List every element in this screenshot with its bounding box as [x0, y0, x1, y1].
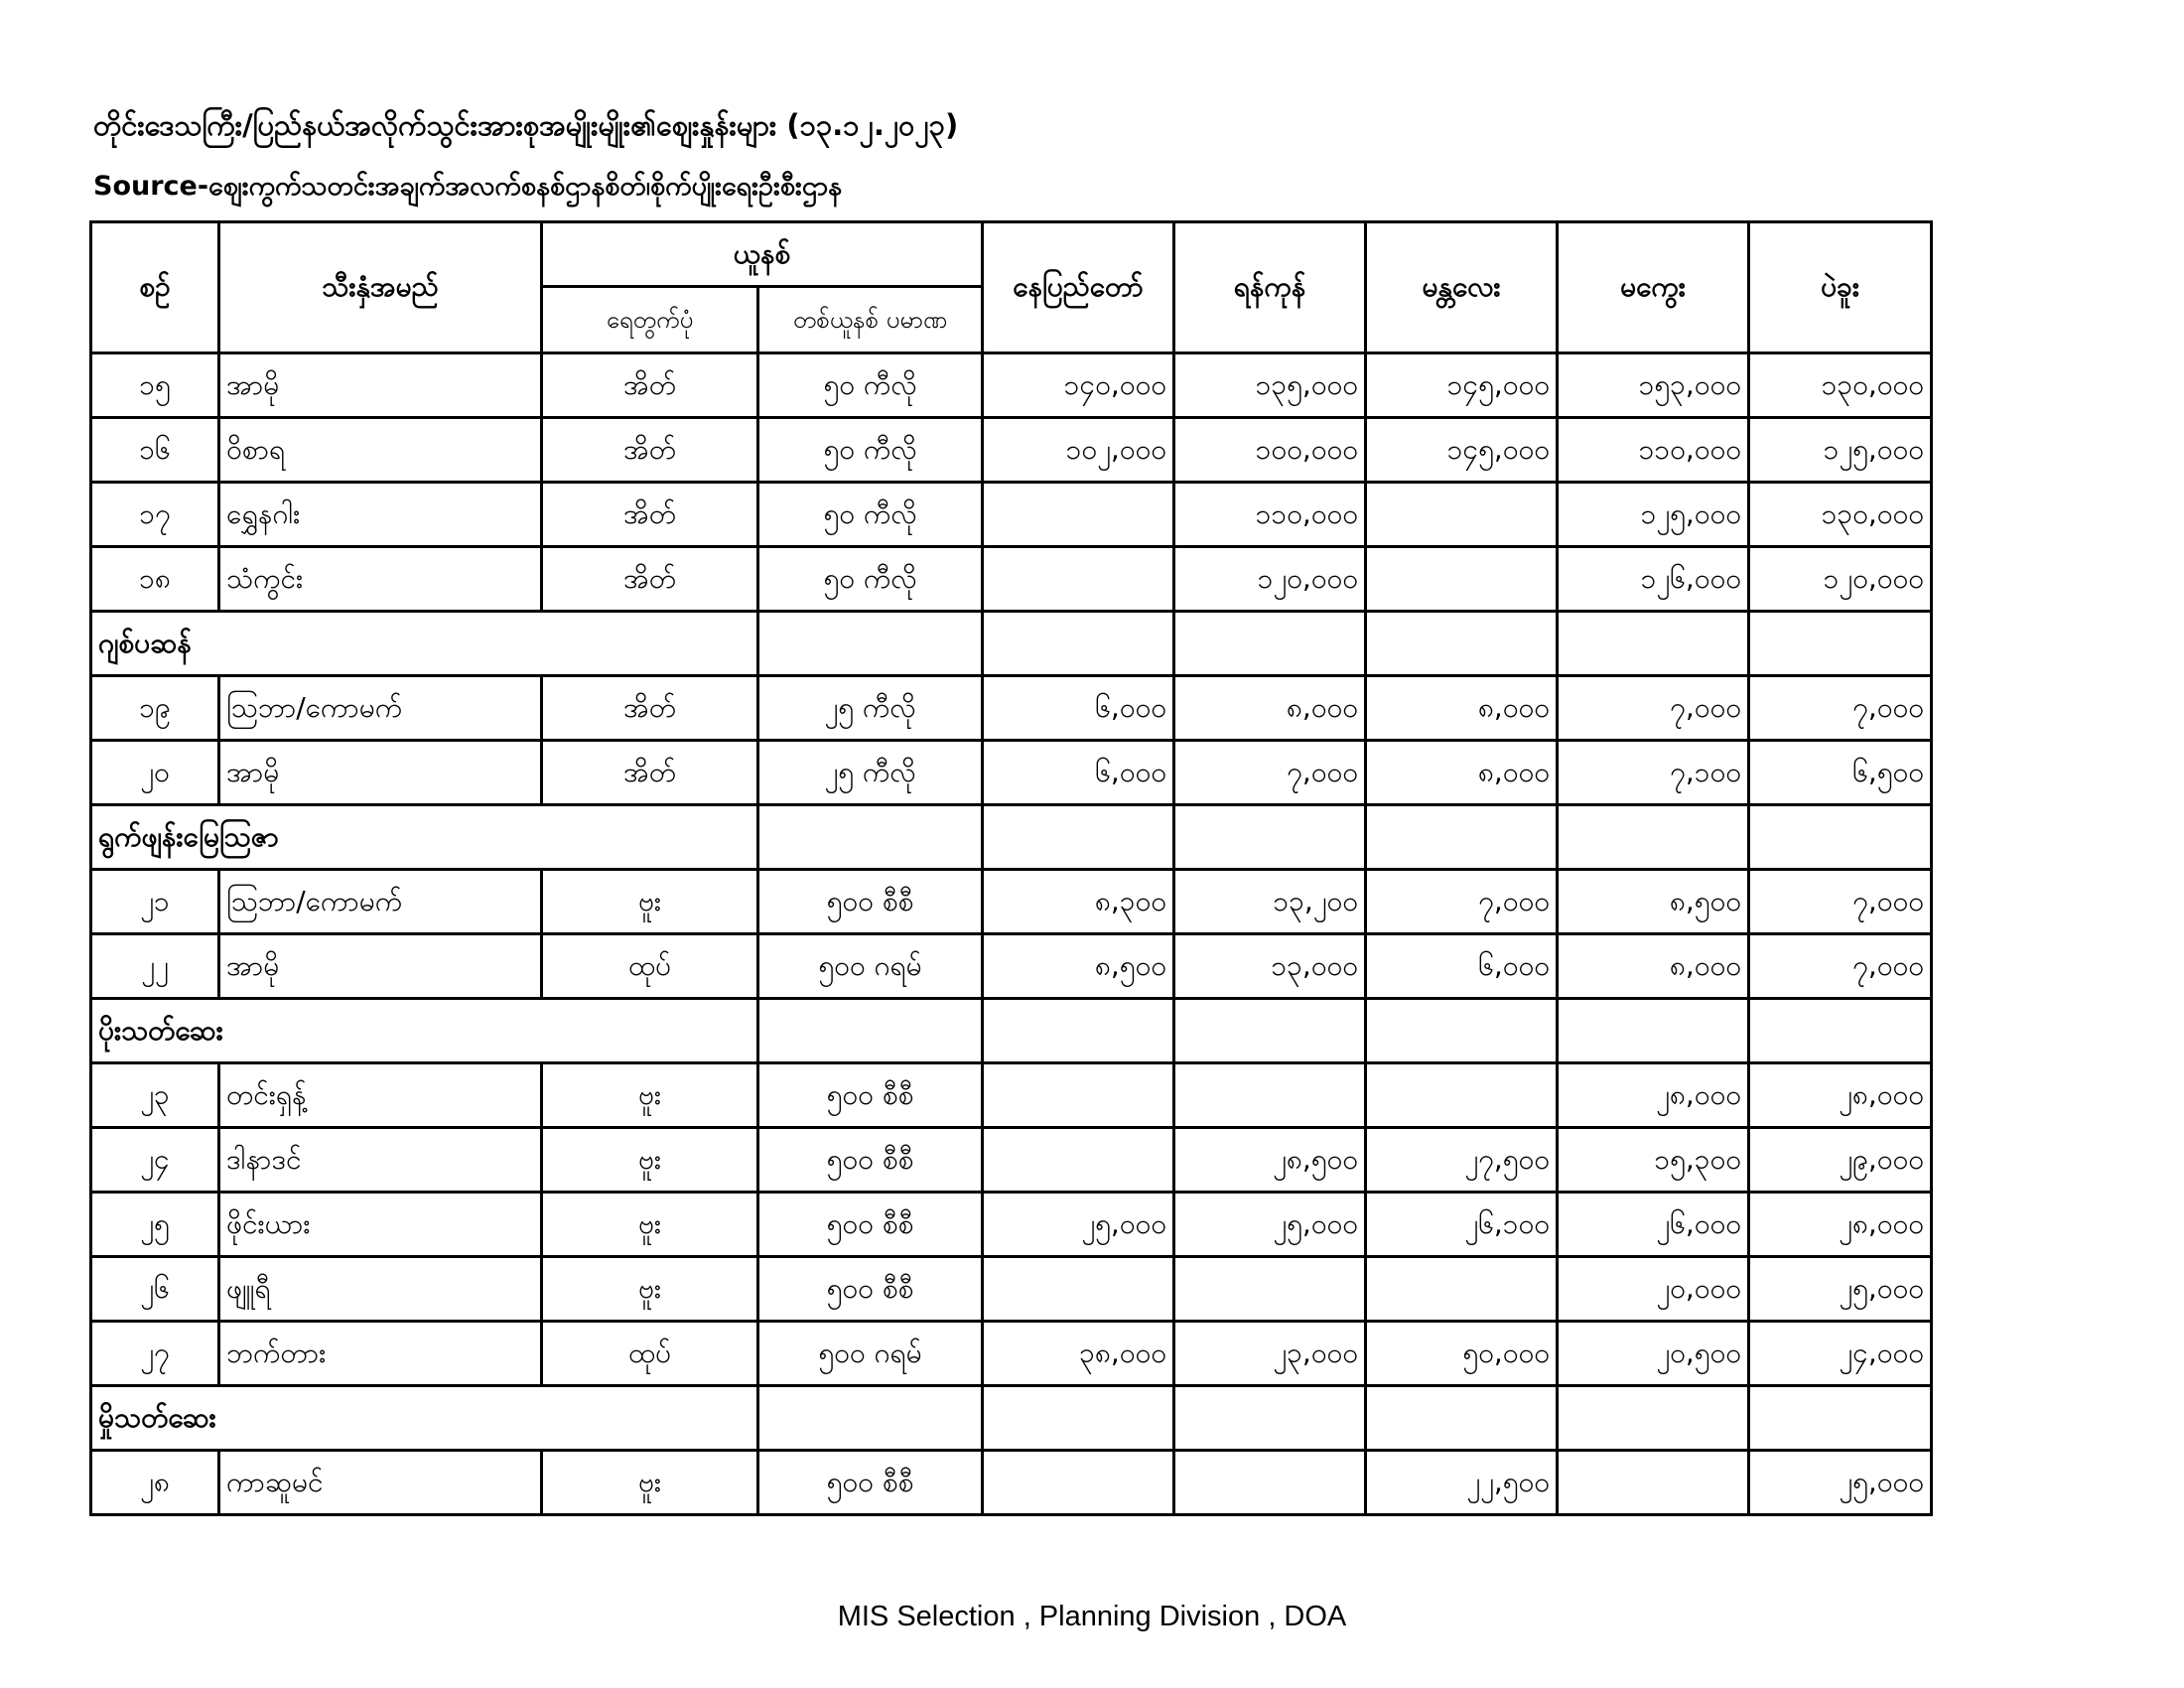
price-magway: ၁၂၆,၀၀၀ [1558, 547, 1749, 612]
row-number: ၁၇ [91, 483, 219, 547]
price-naypyitaw [983, 547, 1174, 612]
row-number: ၂၂ [91, 934, 219, 999]
category-row [91, 1386, 1932, 1451]
page-title: တိုင်းဒေသကြီး/ပြည်နယ်အလိုက်သွင်းအားစုအမျိုးမျိုး၏ဈေးနှုန်းများ (၁၃.၁၂.၂၀၂၃) [93, 108, 959, 142]
table-row [91, 934, 1932, 999]
price-mandalay: ၈,၀၀၀ [1366, 741, 1558, 805]
empty-cell [1366, 1386, 1558, 1451]
price-bago: ၂၄,၀၀၀ [1749, 1322, 1932, 1386]
empty-cell [1749, 805, 1932, 870]
count-method: အိတ် [542, 676, 758, 741]
unit-quantity: ၅၀၀ စီစီ [758, 870, 983, 934]
category-row [91, 999, 1932, 1063]
table-row [91, 483, 1932, 547]
table-row [91, 1451, 1932, 1515]
price-bago: ၆,၅၀၀ [1749, 741, 1932, 805]
price-naypyitaw: ၈,၃၀၀ [983, 870, 1174, 934]
col-header-no: စဉ် [91, 222, 219, 353]
price-yangon: ၂၅,၀၀၀ [1174, 1193, 1366, 1257]
price-bago: ၇,၀၀၀ [1749, 870, 1932, 934]
price-yangon: ၂၃,၀၀၀ [1174, 1322, 1366, 1386]
empty-cell [1174, 805, 1366, 870]
price-yangon: ၁၁၀,၀၀၀ [1174, 483, 1366, 547]
product-name: အာမို [219, 934, 542, 999]
empty-cell [758, 805, 983, 870]
price-naypyitaw [983, 1128, 1174, 1193]
price-table [89, 220, 1933, 1516]
price-magway: ၁၁၀,၀၀၀ [1558, 418, 1749, 483]
empty-cell [983, 1386, 1174, 1451]
price-mandalay [1366, 547, 1558, 612]
price-naypyitaw: ၁၄၀,၀၀၀ [983, 353, 1174, 418]
price-mandalay: ၇,၀၀၀ [1366, 870, 1558, 934]
price-yangon: ၈,၀၀၀ [1174, 676, 1366, 741]
table-row [91, 1063, 1932, 1128]
price-magway: ၁၅၃,၀၀၀ [1558, 353, 1749, 418]
row-number: ၁၅ [91, 353, 219, 418]
price-magway: ၈,၀၀၀ [1558, 934, 1749, 999]
count-method: ထုပ် [542, 1322, 758, 1386]
table-body [91, 353, 1932, 1515]
col-header-naypyitaw: နေပြည်တော် [983, 222, 1174, 353]
unit-quantity: ၂၅ ကီလို [758, 741, 983, 805]
empty-cell [1174, 999, 1366, 1063]
category-label: ရွက်ဖျန်းမြေသြဇာ [91, 805, 758, 870]
count-method: ဗူး [542, 1128, 758, 1193]
price-bago: ၇,၀၀၀ [1749, 676, 1932, 741]
unit-quantity: ၅၀၀ ဂရမ် [758, 934, 983, 999]
product-name: အာမို [219, 353, 542, 418]
unit-quantity: ၅၀၀ စီစီ [758, 1128, 983, 1193]
source-note: Source-ဈေးကွက်သတင်းအချက်အလက်စနစ်ဌာနစိတ်၊စိုက်ပျိုးရေးဦးစီးဌာန [93, 171, 842, 202]
unit-quantity: ၅၀၀ စီစီ [758, 1063, 983, 1128]
row-number: ၁၉ [91, 676, 219, 741]
col-header-unit: ယူနစ် [542, 222, 983, 287]
category-row [91, 805, 1932, 870]
empty-cell [1366, 805, 1558, 870]
category-row [91, 612, 1932, 676]
empty-cell [1558, 805, 1749, 870]
empty-cell [1749, 1386, 1932, 1451]
unit-quantity: ၂၅ ကီလို [758, 676, 983, 741]
price-bago: ၁၂၅,၀၀၀ [1749, 418, 1932, 483]
price-bago: ၂၈,၀၀၀ [1749, 1063, 1932, 1128]
col-header-bago: ပဲခူး [1749, 222, 1932, 353]
empty-cell [1558, 999, 1749, 1063]
price-mandalay [1366, 483, 1558, 547]
row-number: ၁၈ [91, 547, 219, 612]
price-naypyitaw [983, 483, 1174, 547]
price-magway: ၈,၅၀၀ [1558, 870, 1749, 934]
empty-cell [1366, 999, 1558, 1063]
price-magway: ၂၈,၀၀၀ [1558, 1063, 1749, 1128]
unit-quantity: ၅၀၀ စီစီ [758, 1193, 983, 1257]
empty-cell [1174, 612, 1366, 676]
price-yangon: ၁၃,၀၀၀ [1174, 934, 1366, 999]
row-number: ၂၁ [91, 870, 219, 934]
table-row [91, 741, 1932, 805]
unit-quantity: ၅၀၀ ဂရမ် [758, 1322, 983, 1386]
price-bago: ၇,၀၀၀ [1749, 934, 1932, 999]
price-mandalay: ၆,၀၀၀ [1366, 934, 1558, 999]
count-method: အိတ် [542, 483, 758, 547]
count-method: ဗူး [542, 1193, 758, 1257]
row-number: ၂၅ [91, 1193, 219, 1257]
price-bago: ၂၅,၀၀၀ [1749, 1257, 1932, 1322]
category-label: မှိုသတ်ဆေး [91, 1386, 758, 1451]
price-bago: ၂၉,၀၀၀ [1749, 1128, 1932, 1193]
price-naypyitaw: ၂၅,၀၀၀ [983, 1193, 1174, 1257]
price-naypyitaw: ၃၈,၀၀၀ [983, 1322, 1174, 1386]
count-method: အိတ် [542, 418, 758, 483]
product-name: သြဘာ/ကောမက် [219, 870, 542, 934]
price-mandalay: ၂၇,၅၀၀ [1366, 1128, 1558, 1193]
price-bago: ၂၈,၀၀၀ [1749, 1193, 1932, 1257]
col-header-name: သီးနှံအမည် [219, 222, 542, 353]
count-method: ဗူး [542, 870, 758, 934]
price-yangon [1174, 1063, 1366, 1128]
product-name: ရွှေနဂါး [219, 483, 542, 547]
table-row [91, 1322, 1932, 1386]
row-number: ၂၈ [91, 1451, 219, 1515]
price-magway [1558, 1451, 1749, 1515]
price-naypyitaw: ၆,၀၀၀ [983, 741, 1174, 805]
empty-cell [983, 805, 1174, 870]
unit-quantity: ၅၀ ကီလို [758, 418, 983, 483]
empty-cell [1558, 612, 1749, 676]
unit-quantity: ၅၀၀ စီစီ [758, 1451, 983, 1515]
price-yangon: ၁၂၀,၀၀၀ [1174, 547, 1366, 612]
price-bago: ၂၅,၀၀၀ [1749, 1451, 1932, 1515]
table-row [91, 870, 1932, 934]
price-yangon [1174, 1451, 1366, 1515]
price-magway: ၇,၀၀၀ [1558, 676, 1749, 741]
table-row [91, 676, 1932, 741]
count-method: အိတ် [542, 547, 758, 612]
empty-cell [1558, 1386, 1749, 1451]
price-mandalay [1366, 1257, 1558, 1322]
col-header-mandalay: မန္တလေး [1366, 222, 1558, 353]
product-name: ဘက်တား [219, 1322, 542, 1386]
count-method: ထုပ် [542, 934, 758, 999]
product-name: ဒါနာဒင် [219, 1128, 542, 1193]
price-naypyitaw [983, 1257, 1174, 1322]
price-yangon: ၇,၀၀၀ [1174, 741, 1366, 805]
price-mandalay: ၂၆,၁၀၀ [1366, 1193, 1558, 1257]
unit-quantity: ၅၀၀ စီစီ [758, 1257, 983, 1322]
price-bago: ၁၃၀,၀၀၀ [1749, 353, 1932, 418]
product-name: သြဘာ/ကောမက် [219, 676, 542, 741]
price-mandalay: ၈,၀၀၀ [1366, 676, 1558, 741]
product-name: ဝိစာရ [219, 418, 542, 483]
table-row [91, 1193, 1932, 1257]
price-mandalay [1366, 1063, 1558, 1128]
product-name: တင်းရှန့် [219, 1063, 542, 1128]
price-magway: ၂၆,၀၀၀ [1558, 1193, 1749, 1257]
col-header-unit-quantity: တစ်ယူနစ် ပမာဏ [758, 287, 983, 353]
row-number: ၂၃ [91, 1063, 219, 1128]
row-number: ၂၀ [91, 741, 219, 805]
col-header-yangon: ရန်ကုန် [1174, 222, 1366, 353]
count-method: အိတ် [542, 741, 758, 805]
price-yangon: ၁၃၅,၀၀၀ [1174, 353, 1366, 418]
price-bago: ၁၃၀,၀၀၀ [1749, 483, 1932, 547]
table-row [91, 1128, 1932, 1193]
price-yangon: ၂၈,၅၀၀ [1174, 1128, 1366, 1193]
footer: MIS Selection , Planning Division , DOA [837, 1601, 1347, 1632]
product-name: သံကွင်း [219, 547, 542, 612]
col-header-count-method: ရေတွက်ပုံ [542, 287, 758, 353]
price-yangon [1174, 1257, 1366, 1322]
count-method: အိတ် [542, 353, 758, 418]
count-method: ဗူး [542, 1063, 758, 1128]
price-magway: ၁၅,၃၀၀ [1558, 1128, 1749, 1193]
product-name: ကာဆူမင် [219, 1451, 542, 1515]
product-name: ဖိုင်းယား [219, 1193, 542, 1257]
unit-quantity: ၅၀ ကီလို [758, 547, 983, 612]
price-naypyitaw: ၁၀၂,၀၀၀ [983, 418, 1174, 483]
row-number: ၂၇ [91, 1322, 219, 1386]
count-method: ဗူး [542, 1451, 758, 1515]
empty-cell [758, 1386, 983, 1451]
count-method: ဗူး [542, 1257, 758, 1322]
product-name: ဖျူရီ [219, 1257, 542, 1322]
empty-cell [1749, 999, 1932, 1063]
empty-cell [1174, 1386, 1366, 1451]
table-header [91, 222, 1932, 353]
unit-quantity: ၅၀ ကီလို [758, 483, 983, 547]
col-header-magway: မကွေး [1558, 222, 1749, 353]
price-bago: ၁၂၀,၀၀၀ [1749, 547, 1932, 612]
row-number: ၂၆ [91, 1257, 219, 1322]
price-mandalay: ၅၀,၀၀၀ [1366, 1322, 1558, 1386]
price-yangon: ၁၀၀,၀၀၀ [1174, 418, 1366, 483]
row-number: ၂၄ [91, 1128, 219, 1193]
table-row [91, 418, 1932, 483]
price-mandalay: ၂၂,၅၀၀ [1366, 1451, 1558, 1515]
row-number: ၁၆ [91, 418, 219, 483]
empty-cell [758, 999, 983, 1063]
price-mandalay: ၁၄၅,၀၀၀ [1366, 353, 1558, 418]
category-label: ပိုးသတ်ဆေး [91, 999, 758, 1063]
price-magway: ၂၀,၅၀၀ [1558, 1322, 1749, 1386]
table-row [91, 1257, 1932, 1322]
category-label: ဂျစ်ပဆန် [91, 612, 758, 676]
price-yangon: ၁၃,၂၀၀ [1174, 870, 1366, 934]
empty-cell [758, 612, 983, 676]
price-magway: ၂၀,၀၀၀ [1558, 1257, 1749, 1322]
product-name: အာမို [219, 741, 542, 805]
price-mandalay: ၁၄၅,၀၀၀ [1366, 418, 1558, 483]
empty-cell [1749, 612, 1932, 676]
empty-cell [983, 999, 1174, 1063]
unit-quantity: ၅၀ ကီလို [758, 353, 983, 418]
price-magway: ၇,၁၀၀ [1558, 741, 1749, 805]
price-naypyitaw [983, 1063, 1174, 1128]
empty-cell [1366, 612, 1558, 676]
price-naypyitaw: ၆,၀၀၀ [983, 676, 1174, 741]
empty-cell [983, 612, 1174, 676]
price-magway: ၁၂၅,၀၀၀ [1558, 483, 1749, 547]
price-naypyitaw: ၈,၅၀၀ [983, 934, 1174, 999]
price-naypyitaw [983, 1451, 1174, 1515]
table-row [91, 547, 1932, 612]
table-row [91, 353, 1932, 418]
